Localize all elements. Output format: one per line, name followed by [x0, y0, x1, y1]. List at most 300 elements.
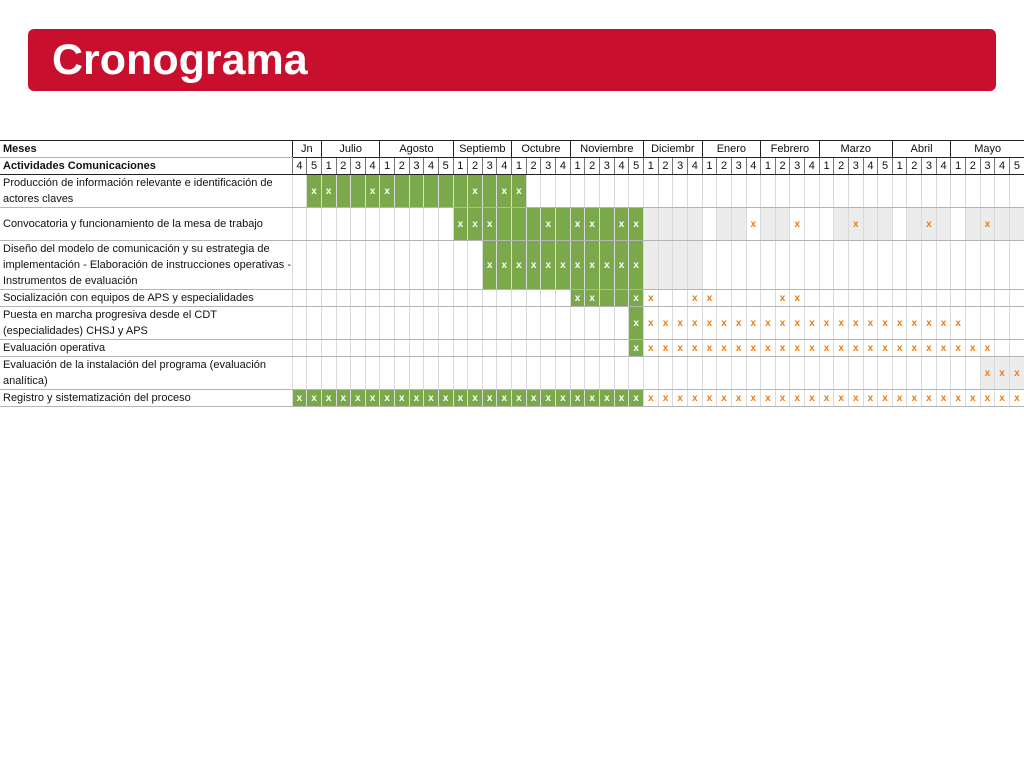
schedule-cell — [395, 340, 410, 357]
week-number: 3 — [790, 158, 805, 175]
month-header: Agosto — [380, 141, 453, 158]
schedule-cell — [863, 357, 878, 390]
schedule-cell — [995, 290, 1010, 307]
schedule-cell — [497, 208, 512, 241]
schedule-cell: x — [790, 340, 805, 357]
schedule-cell — [600, 357, 615, 390]
schedule-cell: x — [922, 340, 937, 357]
schedule-cell: x — [936, 340, 951, 357]
schedule-cell — [600, 307, 615, 340]
week-number: 4 — [497, 158, 512, 175]
schedule-cell — [395, 175, 410, 208]
schedule-cell — [395, 357, 410, 390]
schedule-cell — [746, 290, 761, 307]
schedule-cell: x — [848, 390, 863, 407]
schedule-cell: x — [629, 208, 644, 241]
schedule-cell — [731, 357, 746, 390]
week-number: 2 — [468, 158, 483, 175]
week-number: 1 — [570, 158, 585, 175]
schedule-cell — [965, 208, 980, 241]
schedule-cell: x — [644, 340, 659, 357]
week-number: 5 — [878, 158, 893, 175]
week-number: 3 — [600, 158, 615, 175]
schedule-cell — [336, 175, 351, 208]
schedule-cell: x — [980, 357, 995, 390]
schedule-cell: x — [922, 307, 937, 340]
schedule-cell: x — [805, 390, 820, 407]
week-number: 4 — [365, 158, 380, 175]
month-header: Enero — [702, 141, 761, 158]
schedule-cell — [307, 241, 322, 290]
schedule-cell: x — [951, 307, 966, 340]
schedule-cell: x — [512, 175, 527, 208]
week-number: 2 — [395, 158, 410, 175]
schedule-cell: x — [907, 340, 922, 357]
schedule-cell — [673, 241, 688, 290]
activity-label: Producción de información relevante e identificación de actores claves — [0, 175, 292, 208]
week-number: 3 — [673, 158, 688, 175]
schedule-cell: x — [863, 340, 878, 357]
week-number: 1 — [453, 158, 468, 175]
schedule-cell — [995, 175, 1010, 208]
schedule-cell — [395, 241, 410, 290]
month-header: Abril — [892, 141, 951, 158]
schedule-cell: x — [556, 390, 571, 407]
schedule-cell — [497, 340, 512, 357]
schedule-cell — [673, 357, 688, 390]
schedule-cell: x — [980, 208, 995, 241]
schedule-cell — [1009, 307, 1024, 340]
schedule-cell — [1009, 175, 1024, 208]
week-number: 4 — [424, 158, 439, 175]
schedule-cell — [717, 175, 732, 208]
schedule-cell — [995, 340, 1010, 357]
schedule-cell: x — [848, 340, 863, 357]
schedule-cell — [892, 241, 907, 290]
schedule-cell — [351, 340, 366, 357]
schedule-cell — [526, 175, 541, 208]
schedule-cell — [556, 208, 571, 241]
week-number: 2 — [585, 158, 600, 175]
schedule-cell: x — [424, 390, 439, 407]
schedule-cell — [863, 208, 878, 241]
schedule-cell — [761, 241, 776, 290]
schedule-cell — [468, 307, 483, 340]
schedule-cell: x — [687, 307, 702, 340]
schedule-cell: x — [790, 307, 805, 340]
schedule-cell — [790, 357, 805, 390]
schedule-cell: x — [775, 340, 790, 357]
schedule-cell — [790, 241, 805, 290]
schedule-cell — [761, 290, 776, 307]
schedule-cell: x — [746, 307, 761, 340]
week-number: 2 — [526, 158, 541, 175]
schedule-cell: x — [848, 307, 863, 340]
schedule-cell — [351, 175, 366, 208]
schedule-cell: x — [863, 390, 878, 407]
week-number: 1 — [644, 158, 659, 175]
schedule-cell — [307, 290, 322, 307]
schedule-cell: x — [965, 390, 980, 407]
schedule-cell — [497, 357, 512, 390]
schedule-cell — [600, 290, 615, 307]
schedule-cell — [658, 290, 673, 307]
schedule-cell: x — [775, 290, 790, 307]
week-number: 5 — [1009, 158, 1024, 175]
schedule-cell — [775, 175, 790, 208]
schedule-cell: x — [409, 390, 424, 407]
schedule-cell: x — [834, 307, 849, 340]
schedule-cell: x — [585, 241, 600, 290]
schedule-cell — [965, 307, 980, 340]
schedule-cell — [409, 307, 424, 340]
schedule-cell: x — [936, 307, 951, 340]
week-number: 4 — [995, 158, 1010, 175]
schedule-cell: x — [761, 390, 776, 407]
schedule-cell — [556, 175, 571, 208]
schedule-cell: x — [819, 307, 834, 340]
schedule-cell — [731, 290, 746, 307]
schedule-cell — [614, 340, 629, 357]
schedule-cell — [292, 175, 307, 208]
schedule-cell: x — [570, 208, 585, 241]
week-number: 3 — [848, 158, 863, 175]
schedule-cell — [468, 241, 483, 290]
schedule-cell: x — [892, 307, 907, 340]
schedule-cell — [409, 241, 424, 290]
schedule-cell — [892, 290, 907, 307]
month-header: Noviembre — [570, 141, 643, 158]
schedule-cell: x — [468, 208, 483, 241]
schedule-cell: x — [892, 340, 907, 357]
schedule-cell: x — [936, 390, 951, 407]
schedule-cell — [336, 290, 351, 307]
schedule-cell: x — [321, 175, 336, 208]
schedule-cell — [307, 307, 322, 340]
schedule-cell: x — [497, 390, 512, 407]
activity-row — [0, 307, 1024, 340]
schedule-cell: x — [805, 340, 820, 357]
schedule-cell — [570, 307, 585, 340]
schedule-cell — [380, 208, 395, 241]
schedule-cell — [922, 175, 937, 208]
schedule-table — [0, 140, 1024, 407]
schedule-cell — [395, 307, 410, 340]
schedule-cell — [702, 175, 717, 208]
week-number: 4 — [805, 158, 820, 175]
schedule-cell — [936, 290, 951, 307]
schedule-cell: x — [995, 390, 1010, 407]
schedule-cell — [878, 175, 893, 208]
schedule-cell — [585, 175, 600, 208]
schedule-cell: x — [570, 290, 585, 307]
schedule-cell — [936, 175, 951, 208]
schedule-cell — [658, 175, 673, 208]
schedule-cell: x — [629, 390, 644, 407]
schedule-cell: x — [658, 307, 673, 340]
schedule-cell — [409, 340, 424, 357]
schedule-cell — [922, 290, 937, 307]
schedule-cell — [365, 290, 380, 307]
schedule-cell — [834, 175, 849, 208]
activity-row — [0, 390, 1024, 407]
schedule-cell — [761, 175, 776, 208]
schedule-cell — [907, 357, 922, 390]
schedule-cell — [1009, 241, 1024, 290]
week-number: 3 — [980, 158, 995, 175]
schedule-cell — [526, 357, 541, 390]
schedule-cell: x — [526, 241, 541, 290]
week-number: 2 — [907, 158, 922, 175]
header-meses: Meses — [0, 141, 292, 158]
schedule-cell — [570, 357, 585, 390]
schedule-cell: x — [775, 307, 790, 340]
schedule-cell — [351, 307, 366, 340]
schedule-cell — [863, 290, 878, 307]
schedule-cell: x — [453, 390, 468, 407]
schedule-cell — [600, 175, 615, 208]
schedule-cell — [512, 290, 527, 307]
schedule-cell — [307, 208, 322, 241]
schedule-cell — [761, 208, 776, 241]
schedule-cell: x — [878, 340, 893, 357]
schedule-cell — [951, 290, 966, 307]
schedule-cell — [468, 340, 483, 357]
schedule-cell — [775, 357, 790, 390]
schedule-cell — [453, 357, 468, 390]
week-number: 1 — [702, 158, 717, 175]
week-number: 1 — [380, 158, 395, 175]
schedule-cell — [600, 340, 615, 357]
schedule-cell — [424, 290, 439, 307]
schedule-cell — [541, 340, 556, 357]
schedule-cell — [541, 290, 556, 307]
schedule-cell — [351, 357, 366, 390]
schedule-cell: x — [365, 390, 380, 407]
schedule-cell: x — [819, 340, 834, 357]
schedule-cell: x — [438, 390, 453, 407]
week-number: 3 — [922, 158, 937, 175]
schedule-cell — [687, 357, 702, 390]
schedule-cell — [351, 208, 366, 241]
schedule-cell: x — [658, 390, 673, 407]
schedule-cell — [922, 357, 937, 390]
schedule-cell: x — [761, 307, 776, 340]
schedule-cell — [365, 307, 380, 340]
schedule-cell — [819, 357, 834, 390]
schedule-cell: x — [790, 290, 805, 307]
week-number: 2 — [658, 158, 673, 175]
schedule-cell — [907, 208, 922, 241]
schedule-cell: x — [980, 340, 995, 357]
schedule-cell — [438, 241, 453, 290]
activity-row — [0, 208, 1024, 241]
schedule-cell: x — [1009, 357, 1024, 390]
schedule-cell: x — [365, 175, 380, 208]
schedule-cell — [541, 357, 556, 390]
schedule-cell: x — [351, 390, 366, 407]
schedule-cell: x — [922, 208, 937, 241]
schedule-cell — [409, 357, 424, 390]
schedule-cell — [965, 290, 980, 307]
schedule-cell — [951, 241, 966, 290]
schedule-cell: x — [717, 340, 732, 357]
schedule-cell — [614, 307, 629, 340]
week-number: 2 — [336, 158, 351, 175]
schedule-cell — [717, 290, 732, 307]
schedule-cell — [936, 241, 951, 290]
week-number: 5 — [307, 158, 322, 175]
schedule-cell: x — [761, 340, 776, 357]
schedule-cell — [717, 208, 732, 241]
schedule-cell — [848, 241, 863, 290]
schedule-cell — [1009, 290, 1024, 307]
schedule-cell: x — [497, 241, 512, 290]
schedule-cell: x — [468, 390, 483, 407]
week-number: 1 — [951, 158, 966, 175]
schedule-cell — [585, 357, 600, 390]
schedule-cell — [526, 290, 541, 307]
schedule-cell — [687, 241, 702, 290]
schedule-cell: x — [673, 307, 688, 340]
schedule-cell: x — [790, 390, 805, 407]
schedule-cell — [292, 290, 307, 307]
schedule-cell: x — [892, 390, 907, 407]
schedule-cell — [644, 241, 659, 290]
schedule-cell — [951, 175, 966, 208]
week-number: 4 — [292, 158, 307, 175]
schedule-cell — [570, 340, 585, 357]
schedule-cell: x — [863, 307, 878, 340]
schedule-cell — [351, 241, 366, 290]
schedule-cell — [965, 175, 980, 208]
schedule-cell: x — [644, 390, 659, 407]
schedule-cell — [980, 290, 995, 307]
week-number: 3 — [351, 158, 366, 175]
schedule-cell: x — [878, 390, 893, 407]
schedule-cell — [365, 340, 380, 357]
schedule-cell — [805, 175, 820, 208]
schedule-cell — [512, 357, 527, 390]
week-number: 4 — [556, 158, 571, 175]
schedule-cell — [482, 357, 497, 390]
month-header: Diciembr — [644, 141, 703, 158]
schedule-cell — [863, 241, 878, 290]
schedule-cell: x — [673, 390, 688, 407]
schedule-cell: x — [834, 340, 849, 357]
schedule-cell: x — [834, 390, 849, 407]
schedule-cell — [805, 241, 820, 290]
week-number: 4 — [746, 158, 761, 175]
schedule-cell — [438, 340, 453, 357]
schedule-cell — [395, 290, 410, 307]
schedule-cell: x — [600, 390, 615, 407]
schedule-cell — [585, 307, 600, 340]
activity-row — [0, 357, 1024, 390]
schedule-cell — [321, 307, 336, 340]
schedule-cell — [892, 357, 907, 390]
schedule-cell — [834, 208, 849, 241]
schedule-cell — [380, 357, 395, 390]
schedule-cell — [438, 175, 453, 208]
schedule-cell: x — [585, 290, 600, 307]
month-header: Septiemb — [453, 141, 512, 158]
schedule-cell: x — [848, 208, 863, 241]
schedule-cell — [307, 340, 322, 357]
week-number: 3 — [731, 158, 746, 175]
schedule-cell — [395, 208, 410, 241]
schedule-cell — [482, 307, 497, 340]
schedule-cell: x — [380, 390, 395, 407]
schedule-cell: x — [482, 241, 497, 290]
schedule-cell — [892, 208, 907, 241]
schedule-cell — [556, 340, 571, 357]
month-header: Octubre — [512, 141, 571, 158]
schedule-cell — [878, 290, 893, 307]
schedule-cell: x — [819, 390, 834, 407]
schedule-cell — [878, 357, 893, 390]
activity-label: Puesta en marcha progresiva desde el CDT (especialidades) CHSJ y APS — [0, 307, 292, 340]
schedule-cell: x — [541, 241, 556, 290]
schedule-cell — [380, 241, 395, 290]
schedule-cell — [424, 307, 439, 340]
schedule-cell: x — [526, 390, 541, 407]
schedule-cell — [863, 175, 878, 208]
schedule-cell — [848, 357, 863, 390]
schedule-cell: x — [482, 208, 497, 241]
schedule-cell: x — [907, 307, 922, 340]
schedule-cell — [438, 307, 453, 340]
schedule-cell — [702, 357, 717, 390]
schedule-cell — [1009, 340, 1024, 357]
schedule-cell — [453, 290, 468, 307]
schedule-cell — [731, 241, 746, 290]
schedule-cell — [673, 175, 688, 208]
schedule-cell: x — [292, 390, 307, 407]
schedule-cell — [482, 290, 497, 307]
activity-label: Evaluación de la instalación del programa (evaluación analítica) — [0, 357, 292, 390]
schedule-cell — [482, 175, 497, 208]
schedule-cell — [819, 290, 834, 307]
schedule-cell: x — [702, 340, 717, 357]
schedule-cell: x — [629, 241, 644, 290]
schedule-cell — [526, 208, 541, 241]
schedule-cell — [687, 208, 702, 241]
schedule-cell: x — [512, 241, 527, 290]
week-number: 1 — [512, 158, 527, 175]
schedule-cell: x — [541, 390, 556, 407]
schedule-cell — [907, 290, 922, 307]
activity-label: Convocatoria y funcionamiento de la mesa de trabajo — [0, 208, 292, 241]
schedule-cell — [702, 208, 717, 241]
schedule-cell — [336, 340, 351, 357]
schedule-cell — [834, 357, 849, 390]
schedule-cell: x — [702, 290, 717, 307]
schedule-cell — [438, 208, 453, 241]
schedule-cell — [658, 241, 673, 290]
week-number: 4 — [687, 158, 702, 175]
schedule-cell — [409, 175, 424, 208]
schedule-cell — [658, 357, 673, 390]
schedule-cell: x — [951, 340, 966, 357]
schedule-cell — [980, 241, 995, 290]
week-number: 1 — [819, 158, 834, 175]
schedule-cell — [965, 357, 980, 390]
schedule-cell — [292, 208, 307, 241]
week-number: 1 — [761, 158, 776, 175]
schedule-cell — [512, 340, 527, 357]
schedule-cell — [629, 175, 644, 208]
